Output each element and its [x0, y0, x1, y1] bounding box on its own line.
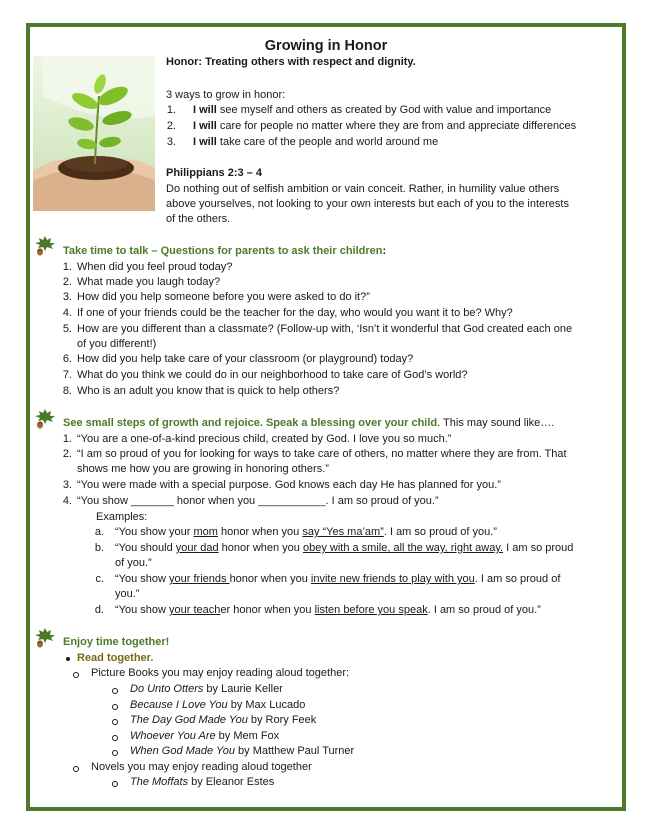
blessing-item: “You show _______ honor when you ___________. I am so proud of you.” — [77, 495, 439, 507]
read-together-label: Read together. — [77, 652, 154, 664]
novels-label: Novels you may enjoy reading aloud together — [91, 761, 312, 773]
question-number: 6. — [62, 353, 72, 365]
circle-bullet-icon — [112, 735, 118, 741]
picture-books-label: Picture Books you may enjoy reading aloud together: — [91, 667, 350, 679]
question-item: Who is an adult you know that is quick to help others? — [77, 385, 340, 397]
verse-line: of the others. — [166, 213, 231, 225]
example-item: “You show your mom honor when you say “Yes ma’am”. I am so proud of you.” — [115, 526, 497, 538]
question-number: 3. — [62, 291, 72, 303]
blessing-item: “I am so proud of you for looking for ways to take care of others, no matter where they are from. That — [77, 448, 567, 460]
circle-bullet-icon — [112, 750, 118, 756]
honor-definition — [166, 55, 416, 71]
book-item: When God Made You by Matthew Paul Turner — [130, 745, 355, 757]
example-item: “You should your dad honor when you obey with a smile, all the way, right away. I am so proud — [115, 542, 574, 554]
blessing-number: 2. — [62, 448, 72, 460]
ways-item: I will see myself and others as created by God with value and importance — [193, 104, 552, 116]
question-number: 4. — [62, 307, 72, 319]
example-letter: b. — [94, 542, 104, 554]
honor-text: : Treating others with respect and dignity. — [198, 56, 416, 68]
oak-leaf-acorn-icon — [34, 235, 56, 257]
example-letter: a. — [94, 526, 104, 538]
question-item: When did you feel proud today? — [77, 261, 233, 273]
example-letter: d. — [94, 604, 104, 616]
question-item: What do you think we could do in our neighborhood to take care of God’s world? — [77, 369, 468, 381]
circle-bullet-icon — [112, 704, 118, 710]
example-item: “You show your friends honor when you invite new friends to play with you. I am so proud of — [115, 573, 561, 585]
circle-bullet-icon — [112, 719, 118, 725]
blessing-item: “You are a one-of-a-kind precious child, created by God. I love you so much.” — [77, 433, 452, 445]
example-item-continued: you.” — [115, 588, 140, 600]
question-item: What made you laugh today? — [77, 276, 221, 288]
question-item: How are you different than a classmate? (Follow-up with, ‘Isn’t it wonderful that God created each one — [77, 323, 573, 335]
blessing-item-continued: shows me how you are growing in honoring others.” — [77, 463, 329, 475]
circle-bullet-icon — [112, 688, 118, 694]
bullet-icon — [66, 657, 70, 661]
examples-label: Examples: — [96, 511, 148, 523]
talk-heading: Take time to talk – Questions for parents to ask their children: — [63, 245, 387, 257]
oak-leaf-acorn-icon — [34, 408, 56, 430]
question-number: 8. — [62, 385, 72, 397]
blessing-number: 4. — [62, 495, 72, 507]
seedling-in-hands-photo — [33, 56, 155, 211]
book-item: The Day God Made You by Rory Feek — [130, 714, 317, 726]
question-item-continued: of you different!) — [77, 338, 157, 350]
blessing-number: 1. — [62, 433, 72, 445]
question-number: 5. — [62, 323, 72, 335]
book-item: Because I Love You by Max Lucado — [130, 699, 306, 711]
enjoy-heading: Enjoy time together! — [63, 636, 170, 648]
question-item: How did you help take care of your classroom (or playground) today? — [77, 353, 414, 365]
ways-item: I will take care of the people and world around me — [193, 136, 439, 148]
question-number: 2. — [62, 276, 72, 288]
verse-line: above yourselves, not looking to your own interests but each of you to the interests — [166, 198, 569, 210]
circle-bullet-icon — [73, 672, 79, 678]
blessing-item: “You were made with a special purpose. God knows each day He has planned for you.” — [77, 479, 501, 491]
question-number: 1. — [62, 261, 72, 273]
question-number: 7. — [62, 369, 72, 381]
example-item-continued: of you.” — [115, 557, 152, 569]
question-item: If one of your friends could be the teacher for the day, who would you want it to be? Why? — [77, 307, 513, 319]
ways-number: 3. — [166, 136, 176, 148]
book-item: Do Unto Otters by Laurie Keller — [130, 683, 283, 695]
verse-line: Do nothing out of selfish ambition or vain conceit. Rather, in humility value others — [166, 183, 560, 195]
ways-item: I will care for people no matter where they are from and appreciate differences — [193, 120, 577, 132]
example-letter: c. — [95, 573, 104, 585]
book-item: Whoever You Are by Mem Fox — [130, 730, 280, 742]
example-item: “You show your teacher honor when you listen before you speak. I am so proud of you.” — [115, 604, 541, 616]
page-title: Growing in Honor — [264, 38, 388, 54]
book-item: The Moffats by Eleanor Estes — [130, 776, 275, 788]
blessing-number: 3. — [62, 479, 72, 491]
blessing-heading: See small steps of growth and rejoice. Speak a blessing over your child. This may sound like…. — [63, 417, 555, 429]
ways-heading: 3 ways to grow in honor: — [166, 89, 286, 101]
circle-bullet-icon — [73, 766, 79, 772]
ways-number: 1. — [166, 104, 176, 116]
circle-bullet-icon — [112, 781, 118, 787]
ways-number: 2. — [166, 120, 176, 132]
verse-reference: Philippians 2:3 – 4 — [166, 167, 262, 179]
honor-label: Honor — [166, 56, 199, 68]
question-item: How did you help someone before you were asked to do it?” — [77, 291, 370, 303]
oak-leaf-acorn-icon — [34, 627, 56, 649]
